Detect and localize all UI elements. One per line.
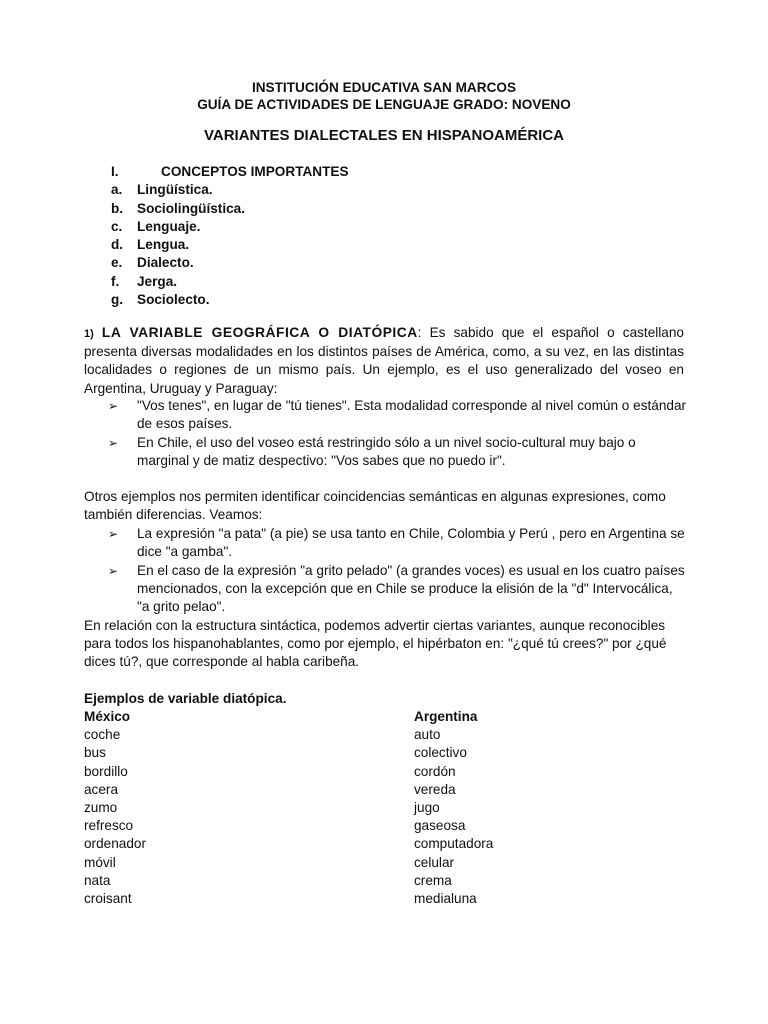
concepts-heading <box>111 163 349 181</box>
table-row <box>84 854 604 872</box>
table-row <box>84 890 604 908</box>
table-row <box>84 872 604 890</box>
concepts-list <box>111 163 349 309</box>
table-row <box>84 781 604 799</box>
examples-heading: Ejemplos de variable diatópica. <box>84 691 287 706</box>
table-header-row <box>84 708 604 726</box>
cell-argentina: colectivo <box>414 745 467 761</box>
expression-bullets <box>108 525 688 616</box>
list-marker: e. <box>111 255 123 271</box>
cell-mexico: acera <box>84 781 119 797</box>
list-item <box>108 562 688 617</box>
arrow-bullet-icon: ➢ <box>108 527 119 541</box>
cell-argentina: cordón <box>414 763 456 779</box>
list-text: Sociolingüística. <box>137 200 246 216</box>
concepts-marker: I. <box>111 164 119 179</box>
cell-mexico: zumo <box>84 799 118 815</box>
list-marker: d. <box>111 237 124 253</box>
list-text: Jerga. <box>137 273 178 289</box>
list-text: Sociolecto. <box>137 292 210 308</box>
cell-mexico: ordenador <box>84 836 146 852</box>
paragraph-semantic: Otros ejemplos nos permiten identificar coincidencias semánticas en algunas expresiones, como también diferencias. Veamos: <box>84 489 666 523</box>
list-item <box>111 218 349 236</box>
cell-mexico: bordillo <box>84 763 128 779</box>
cell-mexico: móvil <box>84 854 116 870</box>
list-item <box>111 291 349 309</box>
list-item <box>108 525 688 562</box>
list-item <box>111 254 349 272</box>
cell-argentina: vereda <box>414 781 456 797</box>
cell-argentina: auto <box>414 727 441 743</box>
list-text: Dialecto. <box>137 255 194 271</box>
bullet-text: "Vos tenes", en lugar de "tú tienes". Esta modalidad corresponde al nivel común o estándar de esos países. <box>137 398 687 432</box>
cell-argentina: celular <box>414 854 455 870</box>
list-marker: b. <box>111 200 124 216</box>
column-header-mexico: México <box>84 709 131 724</box>
list-item <box>108 397 688 434</box>
cell-argentina: computadora <box>414 836 494 852</box>
voseo-bullets <box>108 397 688 470</box>
bullet-text: La expresión "a pata" (a pie) se usa tanto en Chile, Colombia y Perú , pero en Argentina se dice "a gamba". <box>137 526 685 560</box>
list-text: Lengua. <box>137 237 190 253</box>
section-text: : Es sabido que el español o castellano presenta diversas modalidades en los distintos países de América, como, a su vez, en las distintas localidades o regiones de un mismo país. Un ejemplo, es el uso generalizado del voseo en Argentina, Uruguay y Paraguay: <box>84 325 684 396</box>
cell-argentina: jugo <box>414 799 440 815</box>
section-geographic-variable <box>84 324 684 398</box>
list-item <box>111 181 349 199</box>
cell-mexico: nata <box>84 872 111 888</box>
arrow-bullet-icon: ➢ <box>108 435 119 450</box>
list-item <box>111 200 349 218</box>
section-number: 1) <box>84 328 94 340</box>
cell-mexico: croisant <box>84 890 132 906</box>
arrow-bullet-icon: ➢ <box>108 399 119 413</box>
list-marker: a. <box>111 182 123 198</box>
bullet-text: En Chile, el uso del voseo está restringido sólo a un nivel socio-cultural muy bajo o marginal y de matiz despectivo: "Vos sabes que no puedo ir". <box>137 434 636 468</box>
cell-mexico: coche <box>84 727 121 743</box>
list-text: Lenguaje. <box>137 218 201 234</box>
cell-argentina: medialuna <box>414 890 477 906</box>
arrow-bullet-icon: ➢ <box>108 563 119 578</box>
paragraph-syntax: En relación con la estructura sintáctica, podemos advertir ciertas variantes, aunque reconocibles para todos los hispanohablantes, como por ejemplo, el hipérbaton en: "¿qué tú crees?" por ¿qué dices tú?, que corresponde al habla caribeña. <box>84 618 667 670</box>
bullet-text: En el caso de la expresión "a grito pelado" (a grandes voces) es usual en los cuatro países mencionados, con la excepción que en Chile se produce la elisión de la "d" Intervocálica, "a grito pelao". <box>137 562 685 615</box>
table-row <box>84 763 604 781</box>
cell-mexico: bus <box>84 745 106 761</box>
table-row <box>84 835 604 853</box>
list-item <box>108 434 688 471</box>
list-item <box>111 236 349 254</box>
cell-argentina: crema <box>414 872 452 888</box>
concepts-heading-text: CONCEPTOS IMPORTANTES <box>161 164 349 179</box>
cell-mexico: refresco <box>84 818 134 834</box>
list-marker: c. <box>111 218 123 234</box>
cell-argentina: gaseosa <box>414 818 466 834</box>
section-label: LA VARIABLE GEOGRÁFICA O DIATÓPICA <box>101 325 418 340</box>
guide-subtitle: GUÍA DE ACTIVIDADES DE LENGUAJE GRADO: NOVENO <box>197 97 571 112</box>
list-marker: f. <box>111 273 120 289</box>
list-text: Lingüística. <box>137 182 213 198</box>
examples-table <box>84 708 604 908</box>
list-marker: g. <box>111 292 124 308</box>
school-name: INSTITUCIÓN EDUCATIVA SAN MARCOS <box>251 80 517 95</box>
list-item <box>111 273 349 291</box>
document-title: VARIANTES DIALECTALES EN HISPANOAMÉRICA <box>203 127 564 144</box>
table-row <box>84 726 604 744</box>
table-row <box>84 744 604 762</box>
column-header-argentina: Argentina <box>414 709 478 724</box>
table-row <box>84 799 604 817</box>
table-row <box>84 817 604 835</box>
